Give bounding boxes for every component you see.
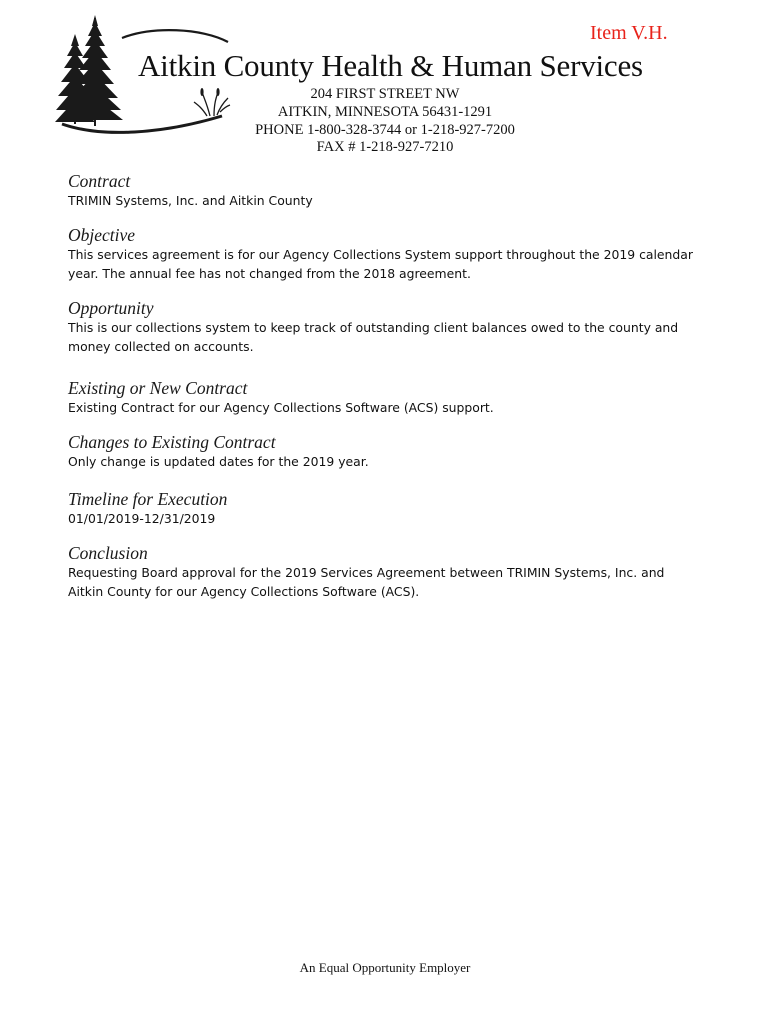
section-heading: Opportunity [68,298,154,318]
section-body: Existing Contract for our Agency Collections Software (ACS) support. [68,400,494,415]
section-existing-or-new-contract [68,377,698,418]
section-body: 01/01/2019-12/31/2019 [68,511,216,526]
footer-text: An Equal Opportunity Employer [299,960,471,975]
section-body: This is our collections system to keep track of outstanding client balances owed to the county and money collected on accounts. [68,320,679,354]
section-changes-to-existing-contract [68,431,698,472]
section-heading: Existing or New Contract [68,378,248,398]
section-heading: Timeline for Execution [68,489,228,509]
section-conclusion [68,542,698,601]
section-objective [68,224,698,283]
section-heading: Conclusion [68,543,148,563]
section-contract [68,170,698,211]
section-heading: Contract [68,171,131,191]
organization-name: Aitkin County Health & Human Services [138,48,643,83]
section-body: Only change is updated dates for the 2019 year. [68,454,369,469]
address-street: 204 FIRST STREET NW [310,86,460,102]
address-block [190,86,580,157]
address-phone: PHONE 1-800-328-3744 or 1-218-927-7200 [255,121,515,138]
section-timeline-for-execution [68,488,698,529]
address-fax: FAX # 1-218-927-7210 [316,139,454,156]
item-label: Item V.H. [590,22,668,44]
section-heading: Objective [68,225,136,245]
section-body: Requesting Board approval for the 2019 Services Agreement between TRIMIN Systems, Inc. and Aitkin County for our Agency Collections Software (ACS). [68,565,665,599]
section-body: This services agreement is for our Agency Collections System support throughout the 2019 calendar year. The annual fee has not changed from the 2018 agreement. [68,247,693,281]
section-heading: Changes to Existing Contract [68,432,276,452]
section-opportunity [68,297,698,356]
section-body: TRIMIN Systems, Inc. and Aitkin County [68,193,313,208]
address-city: AITKIN, MINNESOTA 56431-1291 [277,103,493,120]
